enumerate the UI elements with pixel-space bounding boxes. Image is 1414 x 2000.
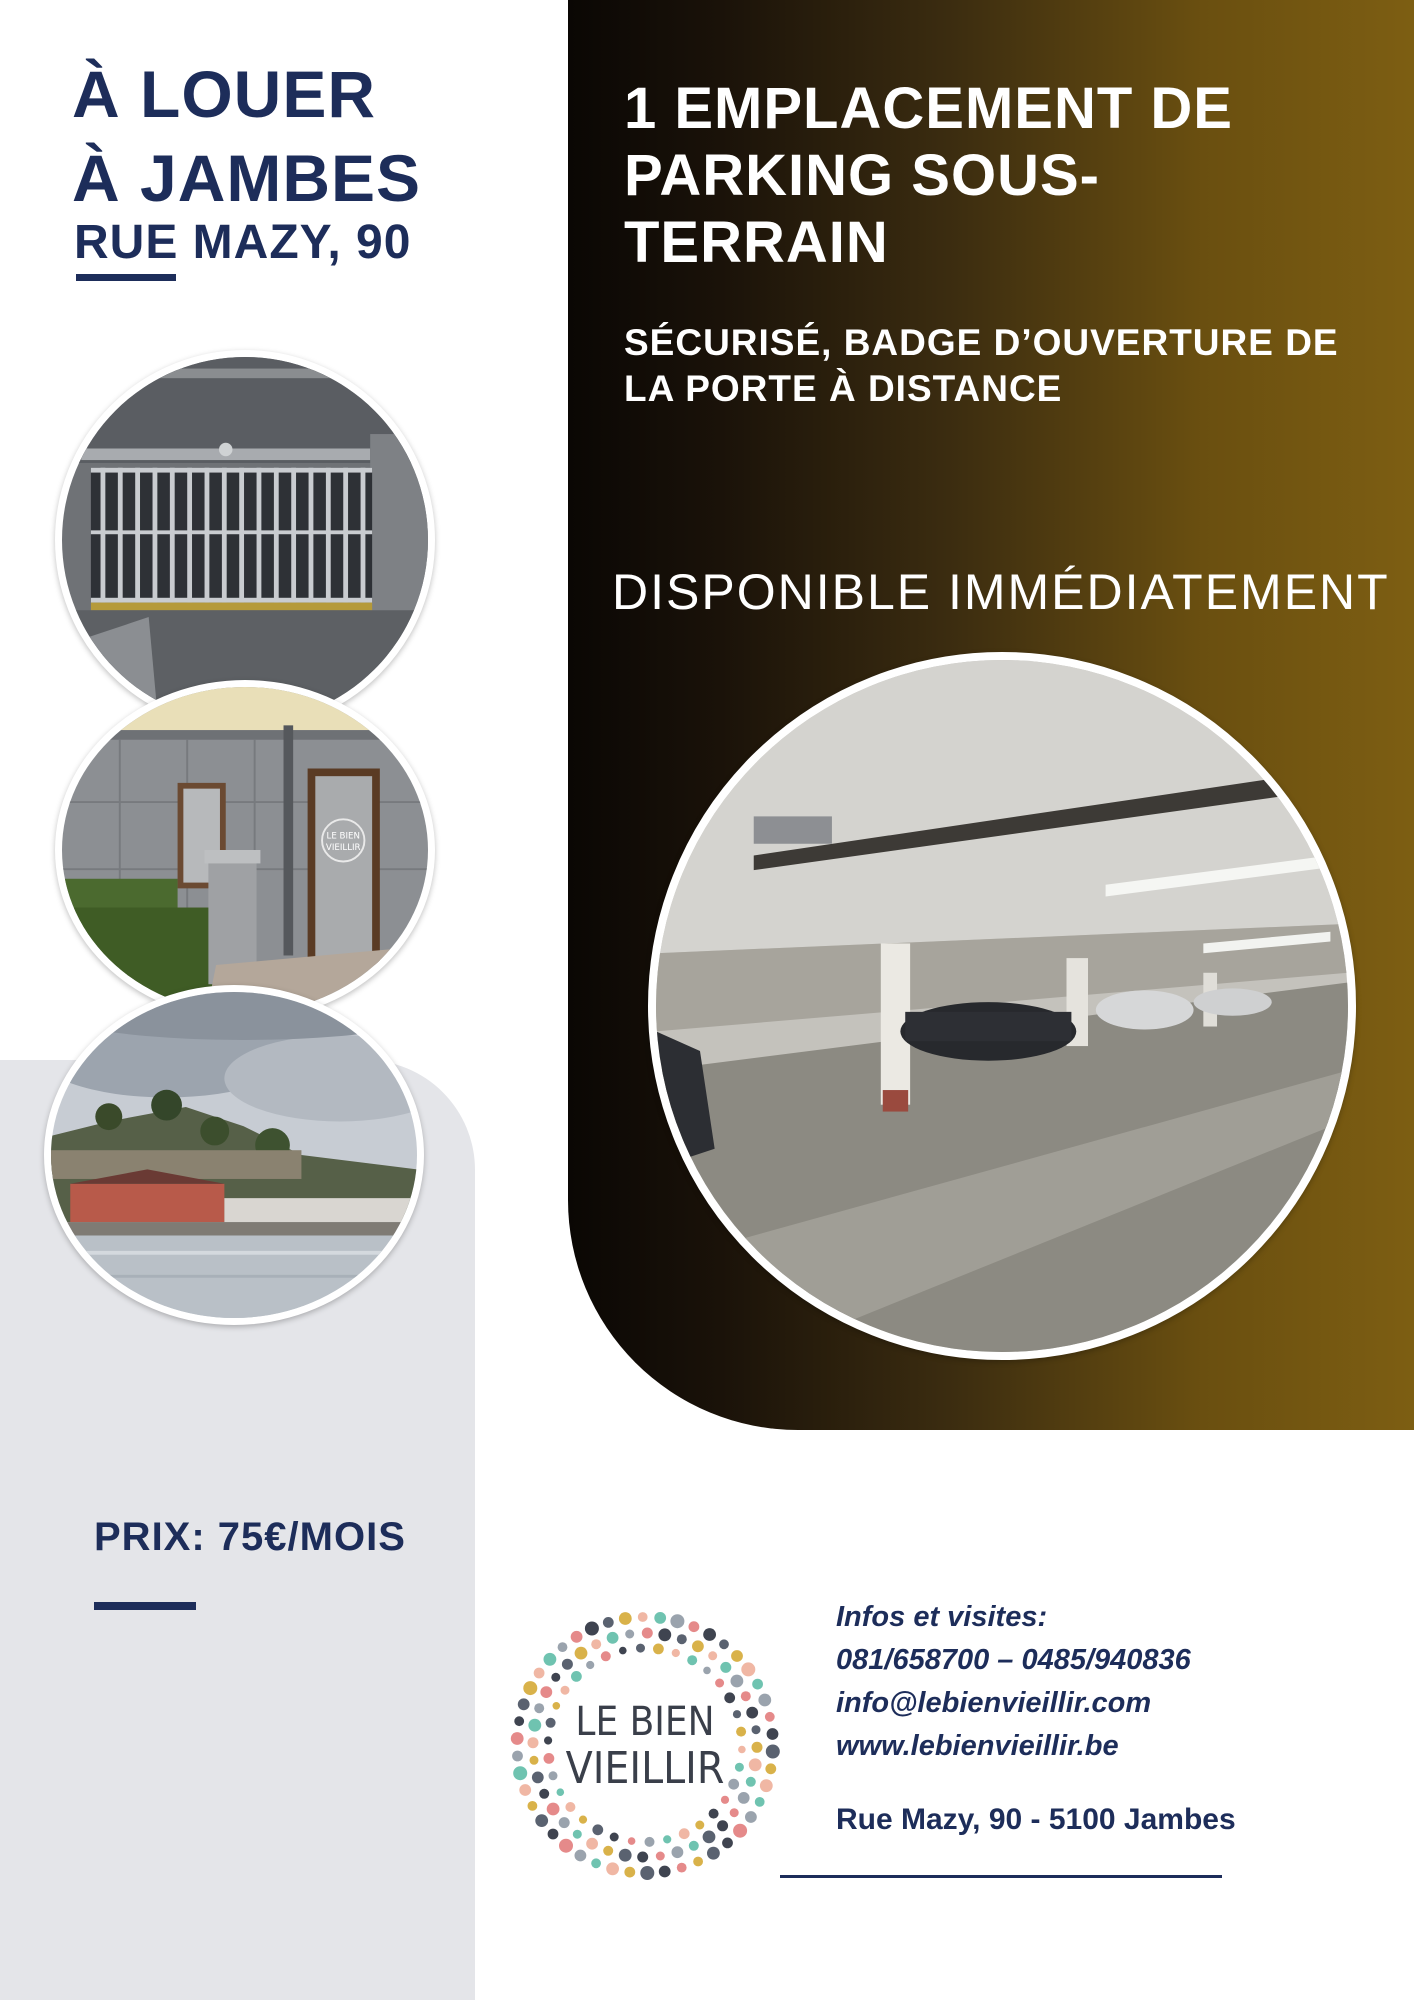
logo-dot xyxy=(640,1866,654,1880)
logo-dot xyxy=(535,1814,548,1827)
page-title xyxy=(72,52,421,220)
logo-dot xyxy=(551,1673,560,1682)
logo-dot xyxy=(731,1650,743,1662)
logo-dot xyxy=(752,1725,761,1734)
logo-dot xyxy=(530,1756,539,1765)
logo-dot xyxy=(591,1639,601,1649)
logo-dot xyxy=(628,1837,636,1845)
logo-dot xyxy=(670,1614,684,1628)
logo-dot xyxy=(561,1686,570,1695)
logo-dot xyxy=(695,1821,704,1830)
logo-text-line-1: LE BIEN xyxy=(575,1699,715,1745)
logo-dot xyxy=(741,1691,751,1701)
logo-dot xyxy=(624,1867,635,1878)
logo-dot xyxy=(765,1763,776,1774)
logo-dot xyxy=(746,1707,758,1719)
logo-dot xyxy=(637,1852,648,1863)
logo-dot xyxy=(532,1772,544,1784)
logo-dot xyxy=(703,1628,716,1641)
logo-dot xyxy=(619,1612,632,1625)
logo-dot xyxy=(625,1630,634,1639)
logo-dot xyxy=(523,1681,537,1695)
logo-dot xyxy=(721,1796,729,1804)
le-bien-vieillir-logo xyxy=(505,1605,785,1885)
logo-dot xyxy=(513,1766,527,1780)
logo-dot xyxy=(534,1703,544,1713)
offer-headline: 1 EMPLACEMENT DE PARKING SOUS-TERRAIN xyxy=(624,76,1233,275)
logo-dot xyxy=(636,1644,645,1653)
contact-website[interactable]: www.lebienvieillir.be xyxy=(836,1730,1119,1762)
logo-dot xyxy=(642,1628,653,1639)
citadel-view-photo xyxy=(44,985,424,1325)
logo-dot xyxy=(738,1746,746,1754)
logo-dot xyxy=(693,1857,703,1867)
logo-dot xyxy=(544,1753,555,1764)
logo-dot xyxy=(544,1653,557,1666)
logo-dot xyxy=(528,1719,541,1732)
logo-dot xyxy=(654,1612,666,1624)
logo-dot xyxy=(738,1792,750,1804)
logo-dot xyxy=(755,1797,765,1807)
logo-dot xyxy=(565,1802,575,1812)
title-line-1: À LOUER xyxy=(72,57,376,131)
door-sign-line-1: LE BIEN xyxy=(326,831,360,842)
logo-dot xyxy=(540,1686,552,1698)
logo-dot xyxy=(658,1628,671,1641)
footer-divider xyxy=(780,1875,1222,1878)
contact-email[interactable]: info@lebienvieillir.com xyxy=(836,1687,1152,1719)
logo-dot xyxy=(689,1621,700,1632)
logo-dot xyxy=(638,1612,648,1622)
price-underline-divider xyxy=(94,1602,196,1610)
logo-dot xyxy=(586,1838,598,1850)
logo-dot xyxy=(719,1639,729,1649)
logo-dot xyxy=(736,1727,746,1737)
logo-dot xyxy=(672,1649,680,1657)
logo-dot xyxy=(512,1751,523,1762)
logo-dot xyxy=(606,1862,619,1875)
logo-dot xyxy=(571,1631,583,1643)
garage-gate-photo xyxy=(55,350,435,730)
street-address-title: RUE MAZY, 90 xyxy=(74,216,412,269)
logo-text-line-2: VIEILLIR xyxy=(565,1743,725,1794)
logo-dot xyxy=(741,1662,755,1676)
contact-phones[interactable]: 081/658700 – 0485/940836 xyxy=(836,1644,1191,1676)
logo-dot xyxy=(575,1647,588,1660)
logo-dot xyxy=(692,1640,704,1652)
logo-dot xyxy=(677,1863,687,1873)
logo-dot xyxy=(562,1659,573,1670)
logo-dot xyxy=(539,1789,549,1799)
logo-dot xyxy=(659,1866,671,1878)
logo-dot xyxy=(728,1779,739,1790)
availability-text: DISPONIBLE IMMÉDIATEMENT xyxy=(612,564,1390,620)
logo-dot xyxy=(518,1698,530,1710)
logo-dot xyxy=(752,1679,763,1690)
logo-dot xyxy=(528,1737,539,1748)
logo-dot xyxy=(731,1675,744,1688)
logo-dot xyxy=(717,1820,728,1831)
logo-dot xyxy=(653,1644,664,1655)
logo-dot xyxy=(544,1736,552,1744)
logo-dot xyxy=(579,1816,587,1824)
logo-dot xyxy=(745,1811,757,1823)
logo-dot xyxy=(730,1808,739,1817)
logo-dot xyxy=(573,1830,582,1839)
logo-dot xyxy=(558,1642,568,1652)
logo-dot xyxy=(672,1846,684,1858)
logo-dot xyxy=(603,1617,614,1628)
logo-dot xyxy=(591,1858,601,1868)
logo-dot xyxy=(546,1718,556,1728)
logo-dot xyxy=(619,1647,627,1655)
title-underline-divider xyxy=(76,274,176,281)
logo-dot xyxy=(746,1777,756,1787)
logo-dot xyxy=(703,1831,716,1844)
logo-dot xyxy=(519,1784,531,1796)
logo-dot xyxy=(679,1828,690,1839)
logo-dot xyxy=(663,1835,671,1843)
logo-dot xyxy=(709,1809,719,1819)
logo-dot xyxy=(559,1839,573,1853)
logo-dot xyxy=(715,1679,724,1688)
logo-dot xyxy=(758,1694,771,1707)
logo-dot xyxy=(607,1632,619,1644)
logo-dot xyxy=(571,1671,582,1682)
logo-dot xyxy=(586,1661,594,1669)
underground-parking-photo xyxy=(648,652,1356,1360)
logo-dot xyxy=(708,1651,717,1660)
logo-dot xyxy=(534,1668,545,1679)
logo-dot xyxy=(720,1662,731,1673)
logo-dot xyxy=(733,1824,747,1838)
price-label: PRIX: 75€/MOIS xyxy=(94,1515,406,1559)
logo-dot xyxy=(767,1728,779,1740)
logo-dot xyxy=(749,1758,762,1771)
logo-dot xyxy=(689,1841,699,1851)
logo-dot xyxy=(765,1712,775,1722)
logo-dot xyxy=(645,1837,655,1847)
offer-features: SÉCURISÉ, BADGE D’OUVERTURE DE LA PORTE À DISTANCE xyxy=(624,322,1339,409)
logo-dot xyxy=(656,1852,665,1861)
logo-dot xyxy=(557,1788,565,1796)
logo-dot xyxy=(677,1634,687,1644)
logo-dot xyxy=(511,1732,524,1745)
logo-dot xyxy=(610,1833,619,1842)
logo-dot xyxy=(575,1850,587,1862)
logo-dot xyxy=(549,1771,558,1780)
logo-dot xyxy=(707,1847,720,1860)
logo-dot xyxy=(735,1763,744,1772)
logo-dot xyxy=(603,1846,613,1856)
logo-dot xyxy=(528,1801,538,1811)
logo-dot xyxy=(703,1667,711,1675)
door-sign-line-2: VIEILLIR xyxy=(325,843,361,853)
logo-dot xyxy=(752,1742,763,1753)
logo-dot xyxy=(514,1716,524,1726)
contact-info xyxy=(836,1596,1191,1768)
logo-dot xyxy=(559,1817,570,1828)
logo-dot xyxy=(766,1745,780,1759)
building-entrance-photo xyxy=(55,680,435,1020)
contact-heading: Infos et visites: xyxy=(836,1601,1048,1633)
logo-dot xyxy=(760,1779,773,1792)
logo-dot xyxy=(722,1838,733,1849)
contact-address: Rue Mazy, 90 - 5100 Jambes xyxy=(836,1803,1236,1836)
title-line-2: À JAMBES xyxy=(72,141,422,215)
logo-dot xyxy=(553,1702,561,1710)
logo-dot xyxy=(601,1651,611,1661)
logo-dot xyxy=(592,1824,603,1835)
logo-dot xyxy=(619,1849,632,1862)
logo-dot xyxy=(548,1829,559,1840)
logo-dot xyxy=(687,1655,697,1665)
logo-dot xyxy=(585,1622,599,1636)
logo-dot xyxy=(733,1710,741,1718)
logo-dot xyxy=(547,1803,560,1816)
logo-dot xyxy=(724,1692,735,1703)
